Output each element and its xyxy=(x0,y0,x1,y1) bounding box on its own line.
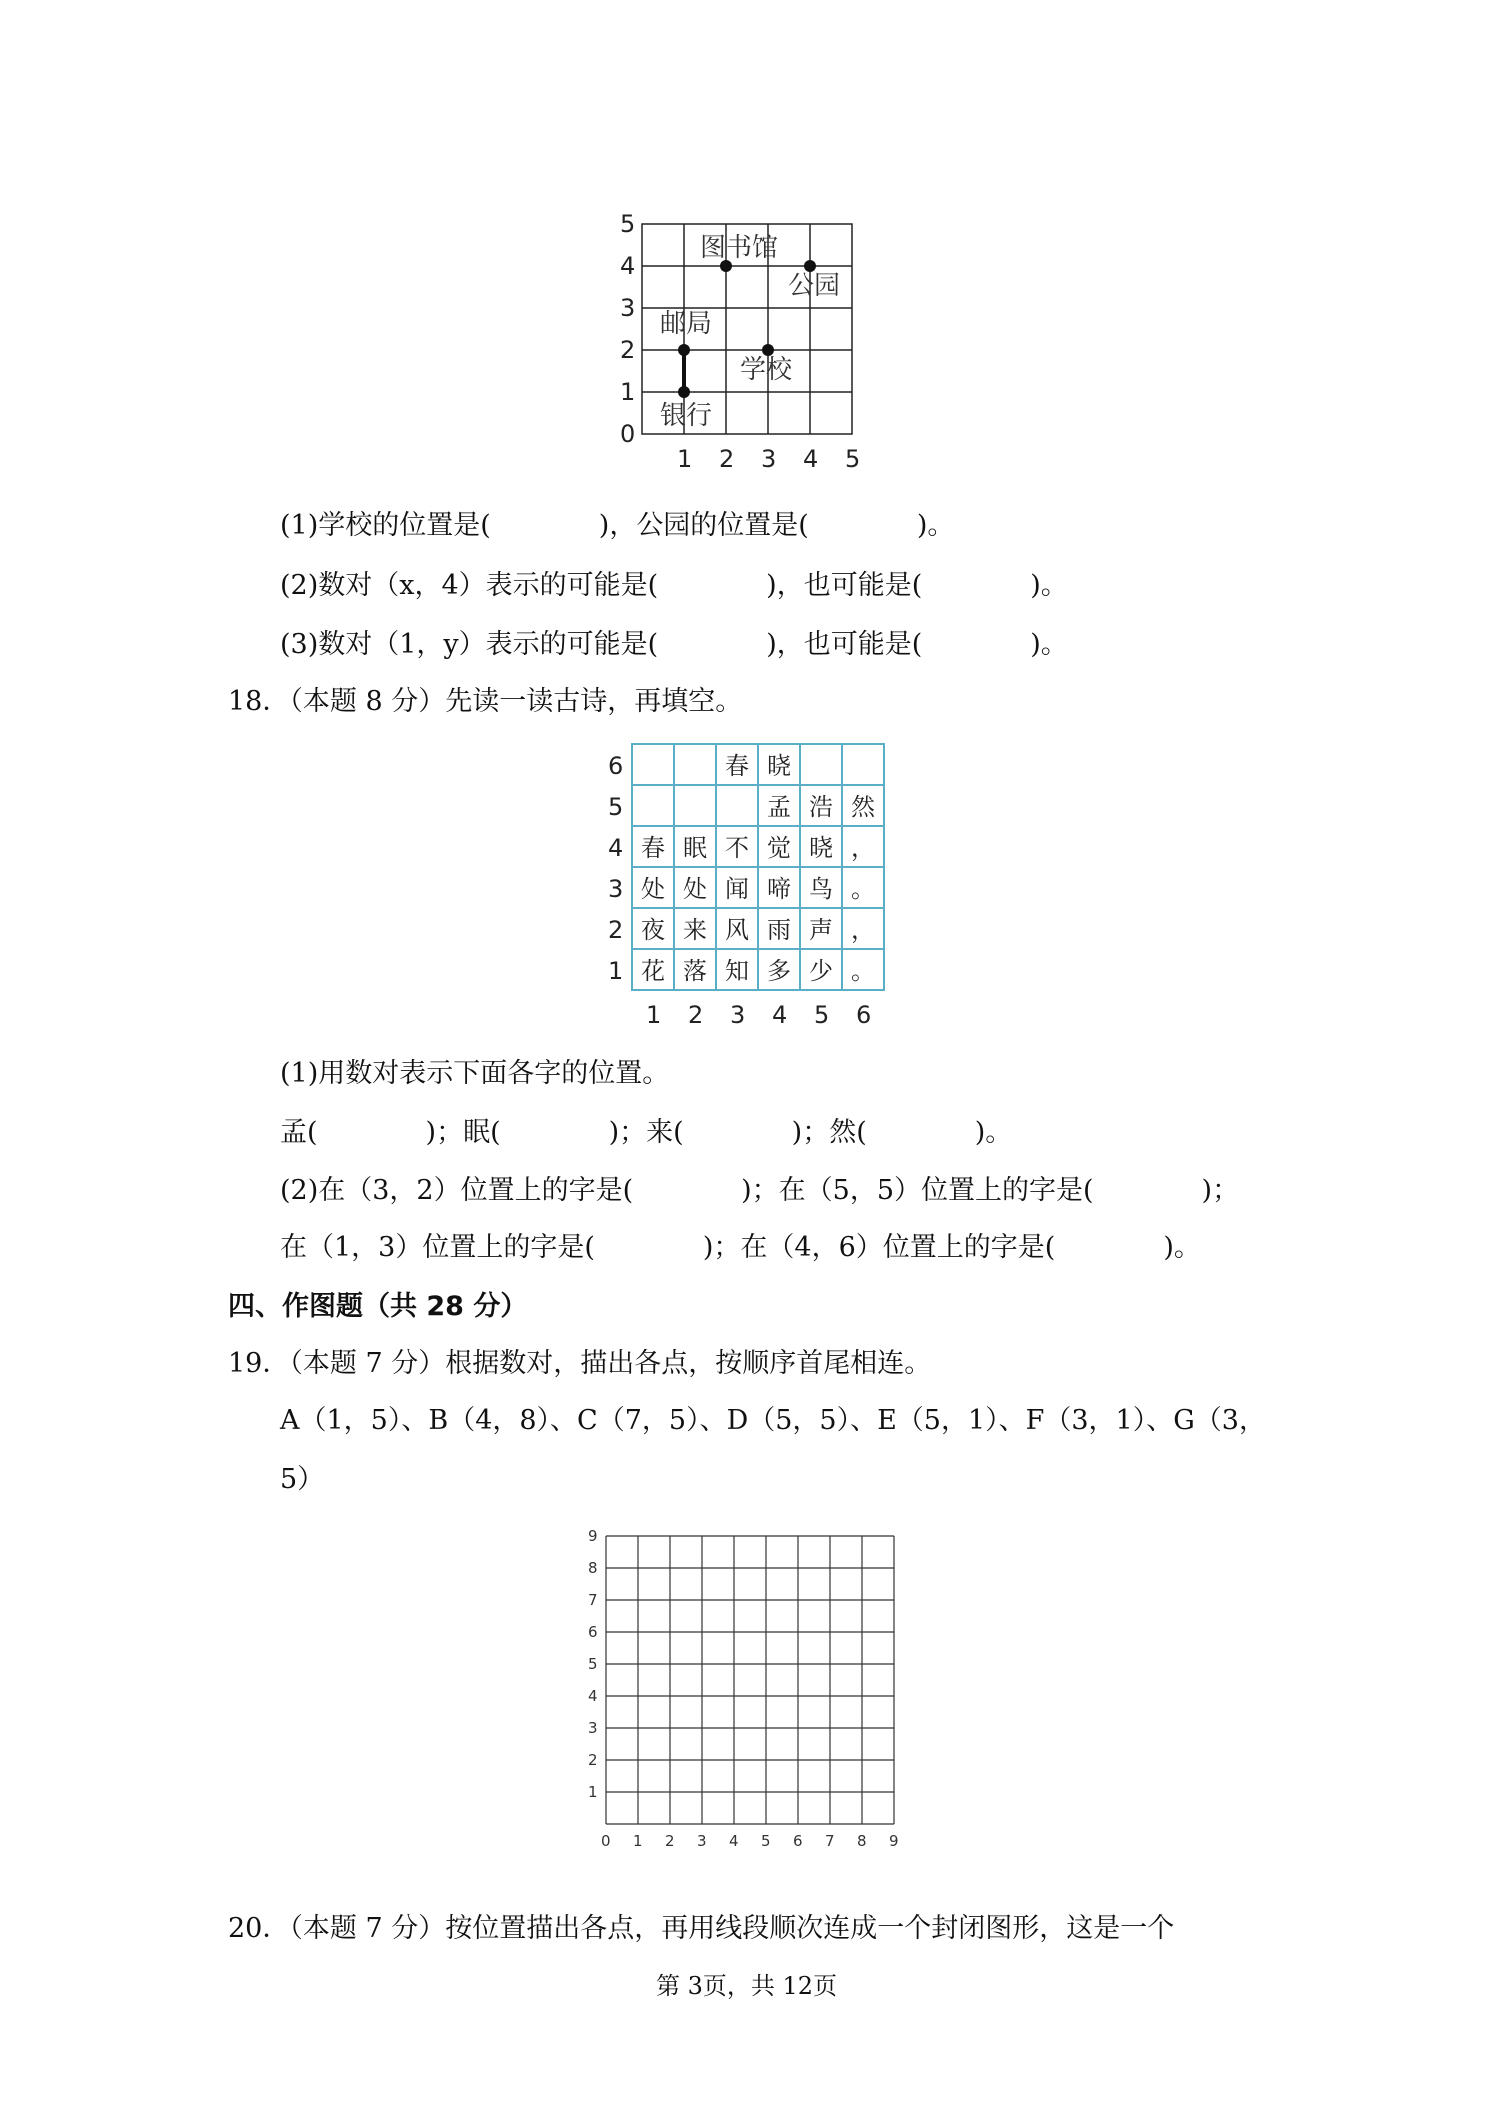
poem-cell: 。 xyxy=(851,957,875,985)
place-label: 图书馆 xyxy=(700,233,779,263)
row-label: 2 xyxy=(608,916,624,944)
place-label: 银行 xyxy=(660,401,713,431)
poem-cell: 少 xyxy=(809,957,833,985)
q18-sub1: (1)用数对表示下面各字的位置。 xyxy=(280,1058,670,1089)
row-label: 4 xyxy=(608,834,624,862)
y-tick: 5 xyxy=(588,1655,598,1673)
q17-sub1: (1)学校的位置是( )，公园的位置是( )。 xyxy=(280,510,955,541)
place-label: 学校 xyxy=(740,355,793,385)
row-label: 3 xyxy=(608,875,624,903)
poem-cell: 落 xyxy=(683,957,707,985)
x-tick: 6 xyxy=(793,1832,803,1850)
coordinate-grid-figure xyxy=(584,1524,914,1854)
col-label: 3 xyxy=(730,1001,746,1029)
post-office-point xyxy=(678,344,690,356)
x-tick: 5 xyxy=(845,445,861,473)
page-footer: 第 3页，共 12页 xyxy=(656,1972,838,2000)
y-tick: 3 xyxy=(588,1719,598,1737)
place-label: 公园 xyxy=(788,271,841,301)
poem-cell: 知 xyxy=(725,957,749,985)
y-tick: 0 xyxy=(620,420,636,448)
row-label: 5 xyxy=(608,793,624,821)
x-tick: 3 xyxy=(761,445,777,473)
q19-title: 19．（本题 7 分）根据数对，描出各点，按顺序首尾相连。 xyxy=(228,1348,932,1379)
col-label: 1 xyxy=(646,1001,662,1029)
q19-points-line2: 5） xyxy=(280,1464,325,1495)
poem-cell: 声 xyxy=(809,916,833,944)
poem-cell: 春 xyxy=(725,752,749,780)
poem-cell: 晓 xyxy=(809,834,833,862)
poem-cell: 花 xyxy=(641,957,665,985)
y-tick: 1 xyxy=(588,1783,598,1801)
y-tick: 4 xyxy=(588,1687,598,1705)
poem-cell: 啼 xyxy=(767,875,791,903)
x-tick: 9 xyxy=(889,1832,899,1850)
q17-sub2: (2)数对（x，4）表示的可能是( )，也可能是( )。 xyxy=(280,570,1068,601)
y-tick: 7 xyxy=(588,1591,598,1609)
x-tick: 0 xyxy=(601,1832,611,1850)
poem-cell: 眠 xyxy=(683,834,707,862)
x-tick: 1 xyxy=(677,445,693,473)
place-label: 邮局 xyxy=(660,309,713,339)
poem-cell: 浩 xyxy=(809,793,833,821)
poem-cell: 夜 xyxy=(641,916,665,944)
x-tick: 8 xyxy=(857,1832,867,1850)
q19-points-line1: A（1，5）、B（4，8）、C（7，5）、D（5，5）、E（5，1）、F（3，1）、G（3， xyxy=(280,1405,1266,1436)
poem-cell: 雨 xyxy=(767,916,791,944)
q20-title: 20．（本题 7 分）按位置描出各点，再用线段顺次连成一个封闭图形，这是一个 xyxy=(228,1913,1175,1944)
poem-cell: 来 xyxy=(683,916,707,944)
poem-cell: 春 xyxy=(641,834,665,862)
poem-grid-figure xyxy=(596,740,906,1040)
y-tick: 6 xyxy=(588,1623,598,1641)
x-tick: 2 xyxy=(719,445,735,473)
x-tick: 4 xyxy=(729,1832,739,1850)
y-tick: 2 xyxy=(620,336,636,364)
q17-sub3: (3)数对（1，y）表示的可能是( )，也可能是( )。 xyxy=(280,629,1068,660)
x-tick: 1 xyxy=(633,1832,643,1850)
poem-cell: 处 xyxy=(641,875,665,903)
y-tick: 1 xyxy=(620,378,636,406)
y-tick: 2 xyxy=(588,1751,598,1769)
y-tick: 8 xyxy=(588,1559,598,1577)
poem-cell: 多 xyxy=(767,957,791,985)
y-tick: 9 xyxy=(588,1527,598,1545)
x-tick: 7 xyxy=(825,1832,835,1850)
poem-cell: 。 xyxy=(851,875,875,903)
col-label: 5 xyxy=(814,1001,830,1029)
y-tick: 3 xyxy=(620,294,636,322)
poem-cell: 处 xyxy=(683,875,707,903)
y-tick: 5 xyxy=(620,210,636,238)
row-label: 1 xyxy=(608,957,624,985)
bank-point xyxy=(678,386,690,398)
poem-cell: 闻 xyxy=(725,875,749,903)
poem-cell: 孟 xyxy=(767,793,791,821)
poem-cell: 风 xyxy=(725,916,749,944)
x-tick: 4 xyxy=(803,445,819,473)
location-grid-figure xyxy=(600,210,900,480)
q18-sub2-line1: (2)在（3，2）位置上的字是( )；在（5，5）位置上的字是( )； xyxy=(280,1175,1240,1206)
poem-cell: 不 xyxy=(725,834,749,862)
row-label: 6 xyxy=(608,752,624,780)
x-tick: 2 xyxy=(665,1832,675,1850)
poem-cell: ， xyxy=(851,834,875,862)
y-tick: 4 xyxy=(620,252,636,280)
q18-sub1-fill: 孟( )；眠( )；来( )；然( )。 xyxy=(280,1117,1013,1148)
q18-sub2-line2: 在（1，3）位置上的字是( )；在（4，6）位置上的字是( )。 xyxy=(280,1232,1201,1263)
col-label: 6 xyxy=(856,1001,872,1029)
q18-title: 18．（本题 8 分）先读一读古诗，再填空。 xyxy=(228,686,743,717)
poem-cell: 然 xyxy=(851,793,875,821)
poem-cell: 鸟 xyxy=(809,875,833,903)
col-label: 2 xyxy=(688,1001,704,1029)
x-tick: 5 xyxy=(761,1832,771,1850)
x-tick: 3 xyxy=(697,1832,707,1850)
poem-cell: ， xyxy=(851,916,875,944)
poem-cell: 晓 xyxy=(767,752,791,780)
poem-cell: 觉 xyxy=(767,834,791,862)
col-label: 4 xyxy=(772,1001,788,1029)
section4-title: 四、作图题（共 28 分） xyxy=(228,1291,528,1322)
